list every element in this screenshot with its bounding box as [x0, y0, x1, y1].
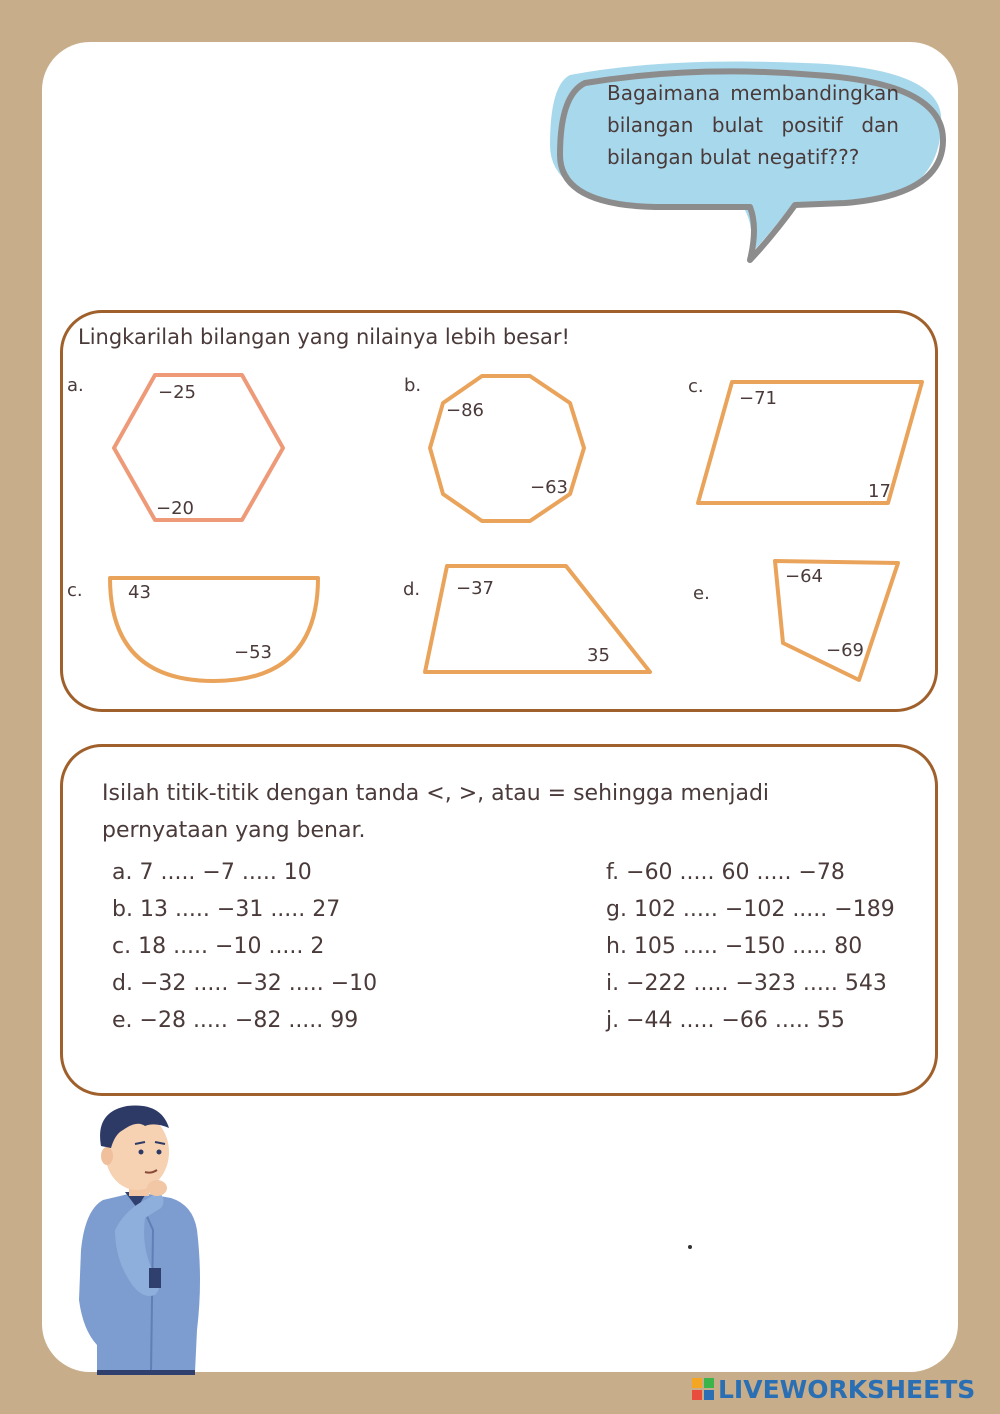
shape-a-number-2[interactable]: −20	[156, 498, 194, 519]
shape-label-c2: c.	[67, 580, 83, 601]
thinking-person-illustration	[75, 1100, 215, 1375]
exercise-item-e[interactable]: e. −28 ..... −82 ..... 99	[112, 1008, 359, 1033]
brand-name: LIVEWORKSHEETS	[718, 1374, 976, 1404]
shape-a-number-1[interactable]: −25	[158, 382, 196, 403]
shape-b-number-1[interactable]: −86	[446, 400, 484, 421]
shape-label-c1: c.	[688, 376, 704, 397]
liveworksheets-brand[interactable]	[692, 1372, 975, 1406]
speech-bubble-text: Bagaimana membandingkan bilangan bulat positif dan bilangan bulat negatif???	[607, 81, 899, 169]
liveworksheets-logo-icon	[692, 1378, 714, 1400]
exercise-item-j[interactable]: j. −44 ..... −66 ..... 55	[606, 1008, 845, 1033]
exercise-item-a[interactable]: a. 7 ..... −7 ..... 10	[112, 860, 312, 885]
shape-e-number-1[interactable]: −64	[785, 566, 823, 587]
stray-dot	[688, 1245, 692, 1249]
section2-title: Isilah titik-titik dengan tanda <, >, atau = sehingga menjadi pernyataan yang benar.	[102, 781, 770, 843]
shape-c1-number-1[interactable]: −71	[739, 388, 777, 409]
exercise-item-i[interactable]: i. −222 ..... −323 ..... 543	[606, 971, 887, 996]
shape-label-b: b.	[404, 375, 422, 396]
section1-title: Lingkarilah bilangan yang nilainya lebih besar!	[78, 325, 570, 349]
shape-b-number-2[interactable]: −63	[530, 477, 568, 498]
exercise-item-h[interactable]: h. 105 ..... −150 ..... 80	[606, 934, 863, 959]
shape-d-number-2[interactable]: 35	[587, 645, 610, 666]
shape-e-number-2[interactable]: −69	[826, 640, 864, 661]
exercise-item-d[interactable]: d. −32 ..... −32 ..... −10	[112, 971, 378, 996]
exercise-item-f[interactable]: f. −60 ..... 60 ..... −78	[606, 860, 845, 885]
shape-c1-number-2[interactable]: 17	[868, 481, 891, 502]
exercise-item-c[interactable]: c. 18 ..... −10 ..... 2	[112, 934, 325, 959]
shape-c2-number-1[interactable]: 43	[128, 582, 151, 603]
shape-label-d: d.	[403, 579, 421, 600]
shape-label-a: a.	[67, 375, 84, 396]
shape-d-number-1[interactable]: −37	[456, 578, 494, 599]
exercise-item-g[interactable]: g. 102 ..... −102 ..... −189	[606, 897, 895, 922]
shape-label-e: e.	[693, 583, 710, 604]
shape-c2-number-2[interactable]: −53	[234, 642, 272, 663]
exercise-item-b[interactable]: b. 13 ..... −31 ..... 27	[112, 897, 341, 922]
